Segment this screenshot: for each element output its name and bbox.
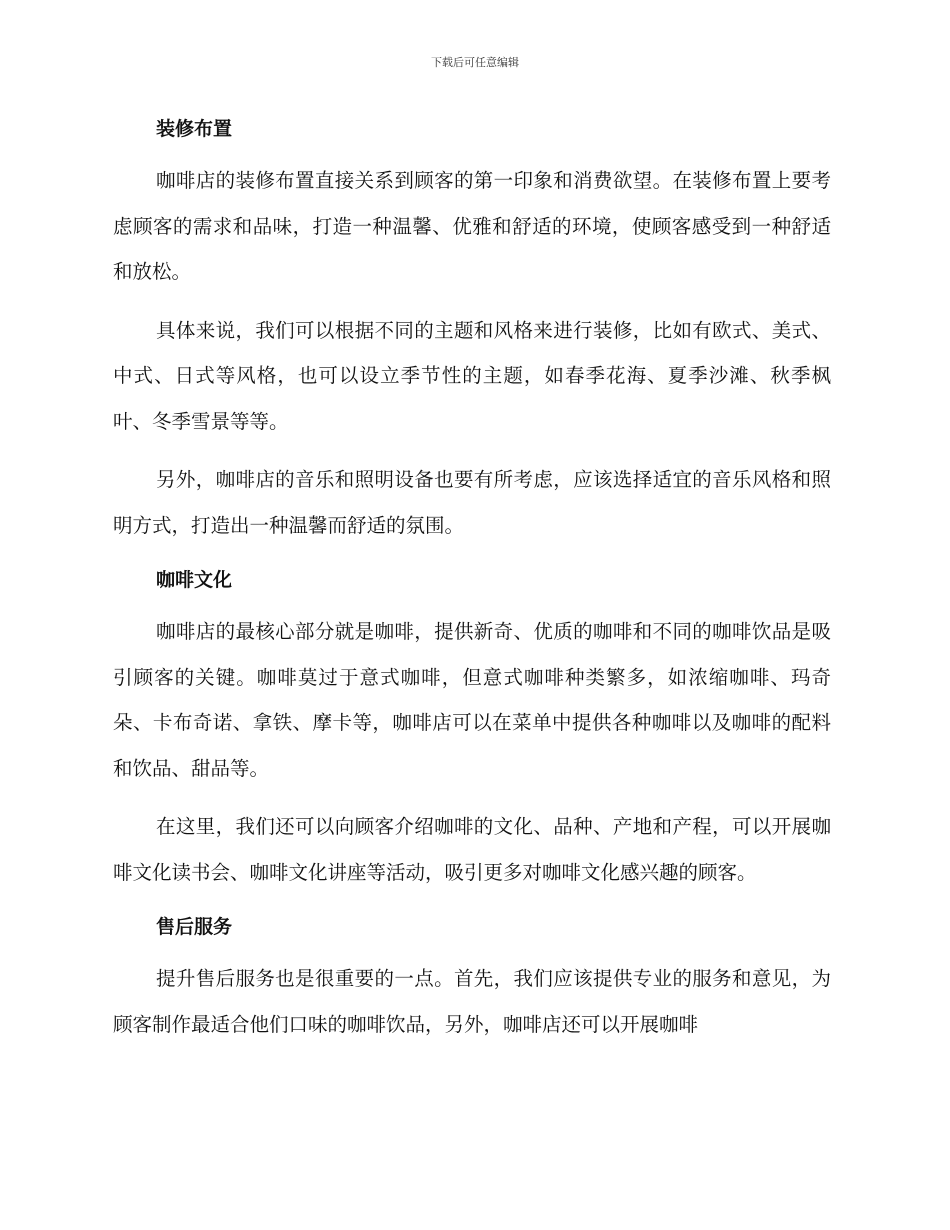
section-heading-after-sales: 售后服务 <box>156 916 233 938</box>
page-header-note: 下载后可任意编辑 <box>431 56 519 69</box>
section-heading-decoration: 装修布置 <box>156 118 233 140</box>
section-heading-coffee-culture: 咖啡文化 <box>156 569 233 591</box>
paragraph: 提升售后服务也是很重要的一点。首先，我们应该提供专业的服务和意见，为顾客制作最适合他们口味的咖啡饮品，另外，咖啡店还可以开展咖啡 <box>113 967 831 1036</box>
paragraph: 具体来说，我们可以根据不同的主题和风格来进行装修，比如有欧式、美式、中式、日式等风格，也可以设立季节性的主题，如春季花海、夏季沙滩、秋季枫叶、冬季雪景等等。 <box>113 318 831 433</box>
paragraph: 咖啡店的最核心部分就是咖啡，提供新奇、优质的咖啡和不同的咖啡饮品是吸引顾客的关键。咖啡莫过于意式咖啡，但意式咖啡种类繁多，如浓缩咖啡、玛奇朵、卡布奇诺、拿铁、摩卡等，咖啡店可以在菜单中提供各种咖啡以及咖啡的配料和饮品、甜品等。 <box>113 620 831 780</box>
paragraph: 另外，咖啡店的音乐和照明设备也要有所考虑，应该选择适宜的音乐风格和照明方式，打造出一种温馨而舒适的氛围。 <box>113 468 831 537</box>
paragraph: 在这里，我们还可以向顾客介绍咖啡的文化、品种、产地和产程，可以开展咖啡文化读书会、咖啡文化讲座等活动，吸引更多对咖啡文化感兴趣的顾客。 <box>113 815 831 884</box>
paragraph: 咖啡店的装修布置直接关系到顾客的第一印象和消费欲望。在装修布置上要考虑顾客的需求和品味，打造一种温馨、优雅和舒适的环境，使顾客感受到一种舒适和放松。 <box>113 169 831 283</box>
document-body <box>113 110 831 1060</box>
